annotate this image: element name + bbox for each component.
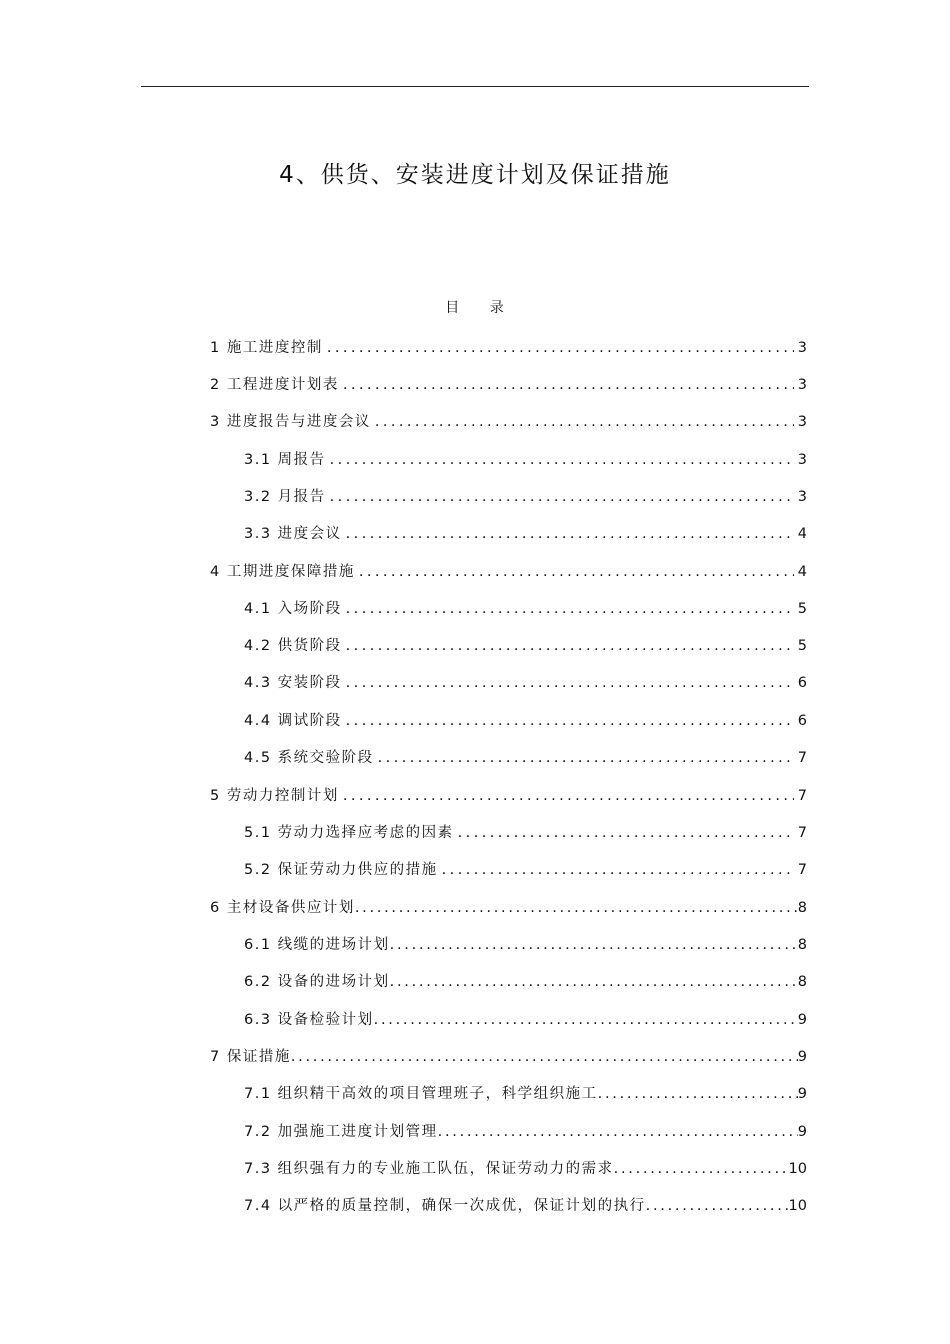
toc-entry-label: 6.2 设备的进场计划	[244, 974, 390, 990]
toc-entry-6-1[interactable]	[244, 933, 807, 955]
toc-entry-5[interactable]	[210, 784, 807, 806]
toc-dot-leader	[458, 825, 794, 841]
toc-dot-leader	[598, 1086, 798, 1102]
toc-entry-6-2[interactable]	[244, 970, 807, 992]
toc-entry-label: 3 进度报告与进度会议	[210, 414, 371, 430]
toc-entry-4-2[interactable]	[244, 634, 807, 656]
toc-entry-label: 5.1 劳动力选择应考虑的因素	[244, 825, 454, 841]
toc-entry-label: 7.2 加强施工进度计划管理	[244, 1124, 438, 1140]
toc-entry-label: 4.5 系统交验阶段	[244, 750, 374, 766]
toc-page-number: 9	[797, 1049, 807, 1065]
toc-page-number: 9	[797, 1086, 807, 1102]
toc-entry-label: 3.2 月报告	[244, 489, 326, 505]
toc-entry-label: 3.3 进度会议	[244, 526, 342, 542]
toc-page-number: 10	[788, 1198, 807, 1214]
toc-dot-leader	[291, 1049, 798, 1065]
toc-dot-leader	[330, 489, 794, 505]
toc-page-number: 4	[797, 564, 807, 580]
toc-page-number: 6	[797, 713, 807, 729]
toc-entry-label: 1 施工进度控制	[210, 340, 323, 356]
toc-entry-3-3[interactable]	[244, 522, 807, 544]
toc-dot-leader	[346, 675, 794, 691]
toc-entry-3[interactable]	[210, 410, 807, 432]
toc-entry-label: 2 工程进度计划表	[210, 377, 339, 393]
toc-entry-label: 4 工期进度保障措施	[210, 564, 355, 580]
toc-dot-leader	[346, 601, 794, 617]
toc-entry-5-2[interactable]	[244, 858, 807, 880]
toc-entry-6[interactable]	[210, 896, 807, 918]
toc-entry-7-3[interactable]	[244, 1157, 807, 1179]
toc-entry-label: 5 劳动力控制计划	[210, 788, 339, 804]
toc-heading: 目 录	[445, 300, 505, 316]
toc-dot-leader	[442, 862, 794, 878]
toc-page-number: 7	[797, 862, 807, 878]
toc-dot-leader	[346, 526, 794, 542]
toc-entry-6-3[interactable]	[244, 1008, 807, 1030]
toc-entry-4-1[interactable]	[244, 597, 807, 619]
toc-dot-leader	[378, 750, 794, 766]
toc-entry-4-4[interactable]	[244, 709, 807, 731]
toc-page-number: 3	[797, 414, 807, 430]
toc-entry-5-1[interactable]	[244, 821, 807, 843]
toc-entry-label: 7.1 组织精干高效的项目管理班子，科学组织施工	[244, 1086, 598, 1102]
toc-page-number: 3	[797, 489, 807, 505]
toc-entry-7-4[interactable]	[244, 1194, 807, 1216]
toc-entry-label: 6.3 设备检验计划	[244, 1012, 374, 1028]
toc-entry-label: 6.1 线缆的进场计划	[244, 937, 390, 953]
toc-entry-label: 7.4 以严格的质量控制，确保一次成优，保证计划的执行	[244, 1198, 646, 1214]
toc-page-number: 8	[797, 974, 807, 990]
toc-entry-label: 7.3 组织强有力的专业施工队伍，保证劳动力的需求	[244, 1161, 614, 1177]
toc-page-number: 7	[797, 750, 807, 766]
toc-entry-7-2[interactable]	[244, 1120, 807, 1142]
toc-dot-leader	[330, 452, 794, 468]
toc-dot-leader	[346, 713, 794, 729]
toc-dot-leader	[390, 937, 798, 953]
toc-dot-leader	[375, 414, 794, 430]
toc-entry-3-1[interactable]	[244, 448, 807, 470]
toc-dot-leader	[346, 638, 794, 654]
document-title: 4、供货、安装进度计划及保证措施	[279, 162, 671, 188]
toc-page-number: 8	[797, 900, 807, 916]
toc-dot-leader	[614, 1161, 789, 1177]
toc-page-number: 6	[797, 675, 807, 691]
toc-entry-4[interactable]	[210, 560, 807, 582]
toc-entry-4-5[interactable]	[244, 746, 807, 768]
toc-page-number: 3	[797, 377, 807, 393]
toc-entry-label: 7 保证措施	[210, 1049, 291, 1065]
toc-page-number: 7	[797, 825, 807, 841]
toc-entry-2[interactable]	[210, 373, 807, 395]
toc-page-number: 7	[797, 788, 807, 804]
toc-page-number: 9	[797, 1124, 807, 1140]
toc-page-number: 9	[797, 1012, 807, 1028]
toc-entry-label: 4.1 入场阶段	[244, 601, 342, 617]
toc-page-number: 4	[797, 526, 807, 542]
toc-entry-label: 6 主材设备供应计划	[210, 900, 355, 916]
toc-dot-leader	[438, 1124, 798, 1140]
toc-page-number: 5	[797, 601, 807, 617]
toc-dot-leader	[374, 1012, 798, 1028]
toc-entry-7[interactable]	[210, 1045, 807, 1067]
toc-dot-leader	[646, 1198, 789, 1214]
toc-page-number: 5	[797, 638, 807, 654]
toc-entry-1[interactable]	[210, 336, 807, 358]
toc-dot-leader	[359, 564, 794, 580]
toc-dot-leader	[355, 900, 798, 916]
toc-entry-label: 4.4 调试阶段	[244, 713, 342, 729]
toc-entry-label: 5.2 保证劳动力供应的措施	[244, 862, 438, 878]
toc-entry-label: 3.1 周报告	[244, 452, 326, 468]
toc-page-number: 3	[797, 452, 807, 468]
toc-dot-leader	[390, 974, 798, 990]
toc-entry-label: 4.3 安装阶段	[244, 675, 342, 691]
toc-entry-7-1[interactable]	[244, 1082, 807, 1104]
toc-entry-label: 4.2 供货阶段	[244, 638, 342, 654]
toc-entry-4-3[interactable]	[244, 671, 807, 693]
toc-page-number: 3	[797, 340, 807, 356]
toc-page-number: 8	[797, 937, 807, 953]
toc-dot-leader	[343, 788, 794, 804]
toc-dot-leader	[343, 377, 794, 393]
toc-entry-3-2[interactable]	[244, 485, 807, 507]
toc-dot-leader	[327, 340, 794, 356]
toc-page-number: 10	[788, 1161, 807, 1177]
